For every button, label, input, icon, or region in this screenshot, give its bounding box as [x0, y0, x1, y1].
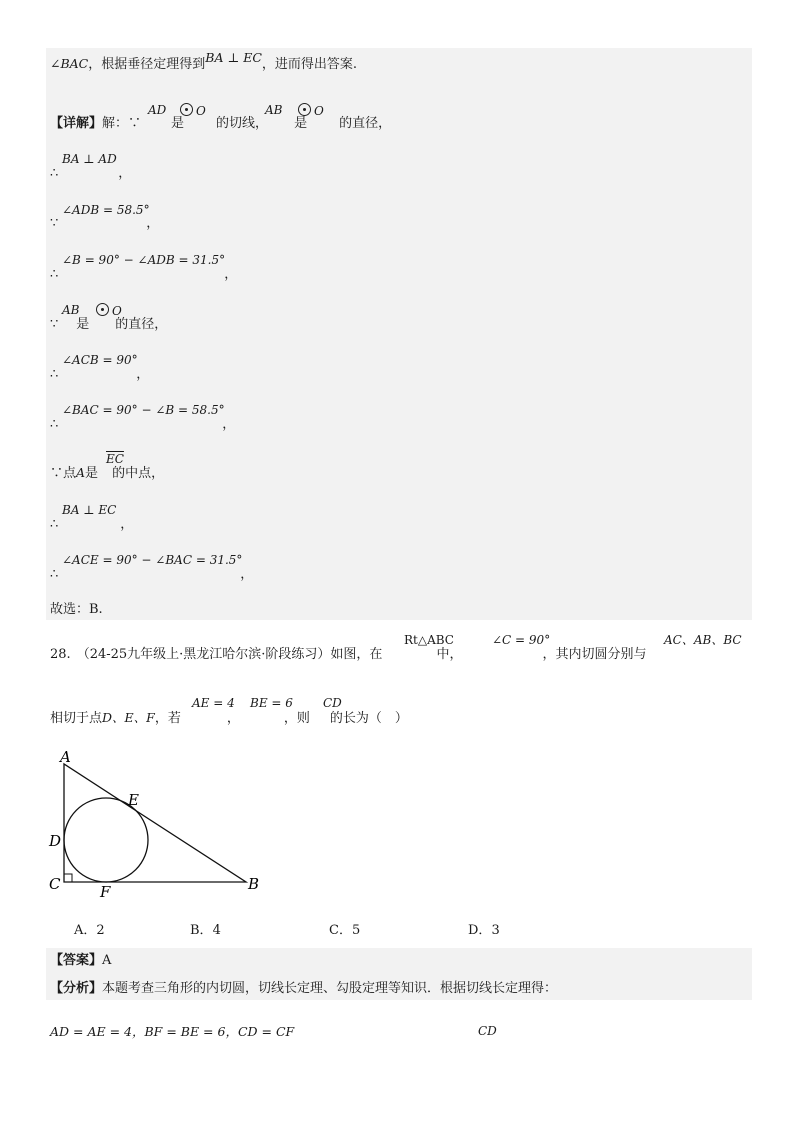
- label-d: D: [49, 832, 62, 850]
- step-4-odot: [96, 303, 122, 318]
- step-1-math: BA ⊥ AD: [62, 152, 117, 166]
- q28-ae: AE = 4: [192, 696, 235, 710]
- step-7-arc: $\overline{EC}$: [106, 452, 124, 466]
- therefore-symbol: ∴: [50, 567, 59, 582]
- step-3-math: ∠B = 90° − ∠ADB = 31.5°: [62, 253, 226, 267]
- therefore-symbol: ∴: [50, 417, 59, 432]
- choice-line: 故选：B.: [50, 602, 103, 617]
- comma: ，: [136, 367, 150, 382]
- option-b-value: 4: [212, 923, 221, 938]
- step-7-text: 的中点，: [112, 466, 165, 481]
- label-e: E: [128, 791, 139, 809]
- step-7: [50, 465, 164, 482]
- q28-cd: CD: [323, 696, 342, 710]
- step-5-math: ∠ACB = 90°: [62, 353, 138, 367]
- answer-line: [50, 953, 111, 969]
- incircle: [64, 798, 148, 882]
- therefore-symbol: ∴: [50, 267, 59, 282]
- option-b-letter: B．: [190, 923, 213, 938]
- detail-o-2: O: [314, 104, 324, 118]
- detail-is-2: 是: [294, 116, 308, 131]
- q28-sides: AC、AB、BC: [664, 633, 742, 647]
- math-angle-bac: ∠BAC: [50, 56, 89, 71]
- q28-number: 28.: [50, 647, 71, 662]
- step-4-text: 的直径，: [115, 317, 168, 332]
- label-f: F: [100, 883, 111, 900]
- therefore-symbol: ∴: [50, 367, 59, 382]
- answer-value: A: [102, 953, 112, 968]
- q28-be: BE = 6: [250, 696, 293, 710]
- detail-is-1: 是: [171, 116, 185, 131]
- step-1: [50, 166, 131, 182]
- step-3: [50, 267, 237, 283]
- analysis-eq: AD = AE = 4，BF = BE = 6，CD = CF: [50, 1024, 295, 1039]
- q28-line-2: [50, 710, 408, 727]
- comma: ，: [118, 166, 132, 181]
- step-7-pre: ∵点: [50, 466, 77, 481]
- q28-line-1: [50, 647, 646, 663]
- detail-text-1: 解：∵: [102, 116, 142, 131]
- option-a-value: 2: [96, 923, 105, 938]
- comma: ，: [224, 267, 238, 282]
- option-d-letter: D．: [468, 923, 492, 938]
- triangle-incircle-figure: [40, 750, 280, 900]
- option-c[interactable]: [329, 923, 360, 939]
- step-4-is: 是: [76, 317, 90, 332]
- because-symbol: ∵: [50, 216, 59, 231]
- therefore-symbol: ∴: [50, 517, 59, 532]
- option-a[interactable]: [74, 923, 105, 939]
- option-c-value: 5: [351, 923, 361, 938]
- step-2-math: ∠ADB = 58.5°: [62, 203, 150, 217]
- step-6: [50, 417, 235, 433]
- q28-line2-a: 相切于点: [50, 711, 103, 726]
- step-6-math: ∠BAC = 90° − ∠B = 58.5°: [62, 403, 225, 417]
- detail-o-1: O: [196, 104, 206, 118]
- step-8-math: BA ⊥ EC: [62, 503, 117, 517]
- solution-shade: [46, 48, 752, 620]
- comma: ，: [222, 417, 236, 432]
- label-a: A: [60, 750, 71, 766]
- analysis-line: [50, 981, 557, 997]
- comma: ，: [120, 517, 134, 532]
- step-8: [50, 517, 133, 533]
- option-d-value: 3: [491, 923, 500, 938]
- step-9: [50, 567, 253, 583]
- intro-text-1: ，根据垂径定理得到: [88, 57, 206, 72]
- therefore-symbol: ∴: [50, 166, 59, 181]
- circle-dot-icon: [180, 103, 193, 116]
- q28-line2-b: ，若: [154, 711, 181, 726]
- option-a-letter: A．: [74, 923, 97, 938]
- analysis-cd: CD: [478, 1024, 497, 1038]
- label-b: B: [248, 875, 260, 893]
- option-d[interactable]: [468, 923, 500, 939]
- q28-source: （24-25九年级上·黑龙江哈尔滨·阶段练习）如图，在: [76, 647, 383, 662]
- because-symbol: ∵: [50, 317, 59, 332]
- option-c-letter: C．: [329, 923, 352, 938]
- comma: ，: [146, 216, 160, 231]
- solution-intro-line: [50, 50, 358, 73]
- q28-comma-1: ，: [226, 711, 240, 726]
- detail-line: [50, 116, 391, 132]
- detail-text-3: 的直径，: [339, 116, 392, 131]
- q28-rt-abc: Rt△ABC: [404, 633, 454, 647]
- analysis-text: 本题考查三角形的内切圆，切线长定理、勾股定理等知识．根据切线长定理得：: [102, 981, 558, 996]
- detail-label: 【详解】: [50, 116, 103, 131]
- point-a: A: [76, 465, 86, 480]
- step-9-math: ∠ACE = 90° − ∠BAC = 31.5°: [62, 553, 243, 567]
- step-7-is: 是: [85, 466, 99, 481]
- q28-comma-2: ，则: [283, 711, 310, 726]
- step-2: [50, 216, 159, 232]
- detail-ad: AD: [148, 103, 167, 117]
- q28-points: D、E、F: [102, 710, 155, 725]
- intro-text-2: ，进而得出答案.: [261, 57, 358, 72]
- label-c: C: [49, 875, 61, 893]
- analysis-equation: [50, 1024, 294, 1041]
- option-b[interactable]: [190, 923, 221, 939]
- q28-line2-c: 的长为（ ）: [329, 711, 408, 726]
- q28-angle-c: ∠C = 90°: [492, 633, 551, 647]
- step-4-o: O: [112, 304, 122, 318]
- q28-mid: 中，: [436, 647, 463, 662]
- step-4: [50, 317, 167, 333]
- step-4-ab: AB: [62, 303, 80, 317]
- detail-ab: AB: [265, 103, 283, 117]
- comma: ，: [240, 567, 254, 582]
- step-5: [50, 367, 149, 383]
- right-angle-mark: [64, 874, 72, 882]
- answer-label: 【答案】: [50, 953, 103, 968]
- math-ba-perp-ec: BA ⊥ EC: [205, 50, 262, 65]
- circle-dot-icon: [298, 103, 311, 116]
- q28-after-angle: ，其内切圆分别与: [542, 647, 647, 662]
- detail-text-2: 的切线，: [216, 116, 269, 131]
- circle-dot-icon: [96, 303, 109, 316]
- triangle-abc: [64, 764, 246, 882]
- analysis-label: 【分析】: [50, 981, 103, 996]
